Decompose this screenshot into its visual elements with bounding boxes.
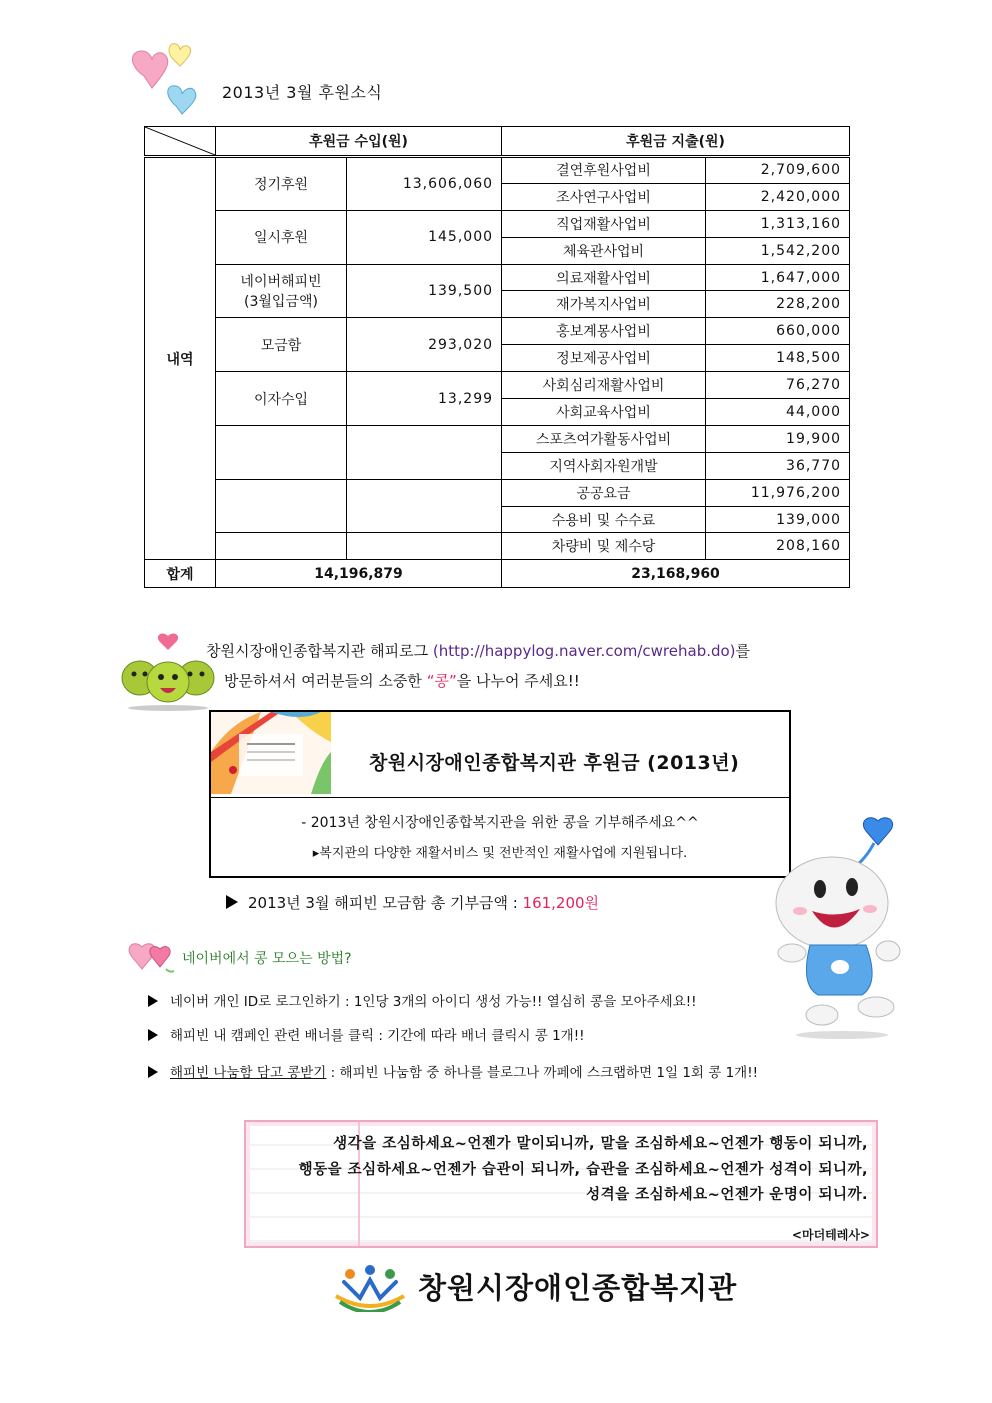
empty-cell: [216, 479, 347, 533]
happylog-text-line1: [206, 640, 750, 661]
empty-cell: [347, 425, 502, 479]
expense-amount: 1,542,200: [706, 237, 850, 264]
quote-line: 행동을 조심하세요~언젠가 습관이 되니까, 습관을 조심하세요~언젠가 성격이 되니까,: [298, 1162, 868, 1178]
expense-label: 의료재활사업비: [502, 264, 706, 291]
arrow-right-icon: [148, 1066, 158, 1078]
table-header-row: [145, 127, 850, 157]
table-row: [145, 264, 850, 291]
expense-label: 체육관사업비: [502, 237, 706, 264]
income-label-line2: (3월입금액): [244, 293, 318, 310]
organization-name: 창원시장애인종합복지관: [418, 1271, 738, 1305]
expense-total: 23,168,960: [502, 560, 850, 588]
happylog-line2-prefix: 방문하셔서 여러분들의 소중한: [224, 672, 427, 690]
quote-box: [244, 1120, 878, 1248]
income-amount: 13,299: [347, 372, 502, 426]
expense-amount: 2,420,000: [706, 183, 850, 210]
empty-cell: [216, 425, 347, 479]
expense-amount: 208,160: [706, 533, 850, 560]
expense-label: 홍보계몽사업비: [502, 318, 706, 345]
table-row: [145, 425, 850, 452]
expense-label: 직업재활사업비: [502, 210, 706, 237]
expense-amount: 228,200: [706, 291, 850, 318]
expense-amount: 148,500: [706, 345, 850, 372]
expense-amount: 1,647,000: [706, 264, 850, 291]
happybean-total-label: 2013년 3월 해피빈 모금함 총 기부금액 :: [248, 894, 523, 912]
campaign-title: 창원시장애인종합복지관 후원금 (2013년): [369, 752, 740, 774]
welfare-center-logo-icon: [330, 1262, 410, 1312]
happylog-prefix: 창원시장애인종합복지관 해피로그: [206, 642, 429, 660]
happylog-suffix: 를: [735, 642, 751, 660]
corner-cell: [145, 127, 216, 157]
empty-cell: [347, 479, 502, 533]
page-title: 2013년 3월 후원소식: [222, 83, 383, 102]
income-label: [216, 264, 347, 318]
donation-table: [144, 126, 850, 588]
expense-label: 정보제공사업비: [502, 345, 706, 372]
arrow-right-icon: [148, 1029, 158, 1041]
hearts-icon: [126, 937, 176, 977]
expense-label: 결연후원사업비: [502, 157, 706, 184]
table-row: [145, 372, 850, 399]
howto-item-text: : 해피빈 나눔함 중 하나를 블로그나 까페에 스크랩하면 1일 1회 콩 1개!!: [326, 1065, 759, 1081]
expense-label: 공공요금: [502, 479, 706, 506]
empty-cell: [347, 533, 502, 560]
table-row: [145, 318, 850, 345]
expense-label: 재가복지사업비: [502, 291, 706, 318]
howto-item: [148, 990, 697, 1010]
mascot-character-icon: [770, 815, 920, 1040]
howto-item-underlined: 해피빈 나눔함 담고 콩받기: [170, 1065, 327, 1081]
expense-header: 후원금 지출(원): [502, 127, 850, 157]
income-label: 모금함: [216, 318, 347, 372]
table-row: [145, 210, 850, 237]
happybean-total-amount: 161,200원: [522, 894, 600, 912]
table-row: [145, 479, 850, 506]
expense-label: 스포츠여가활동사업비: [502, 425, 706, 452]
expense-amount: 36,770: [706, 452, 850, 479]
expense-amount: 1,313,160: [706, 210, 850, 237]
campaign-description: - 2013년 창원시장애인종합복지관을 위한 콩을 기부해주세요^^: [301, 815, 699, 831]
income-header: 후원금 수입(원): [216, 127, 502, 157]
campaign-divider: [211, 797, 789, 798]
expense-label: 조사연구사업비: [502, 183, 706, 210]
expense-label: 수용비 및 수수료: [502, 506, 706, 533]
howto-item-text: 해피빈 내 캠페인 관련 배너를 클릭 : 기간에 따라 배너 클릭시 콩 1개!!: [170, 1028, 585, 1044]
expense-amount: 44,000: [706, 399, 850, 426]
hearts-decoration-icon: [124, 36, 214, 116]
expense-amount: 19,900: [706, 425, 850, 452]
happybean-total: [226, 892, 599, 913]
campaign-thumbnail-icon: [211, 712, 331, 794]
expense-label: 지역사회자원개발: [502, 452, 706, 479]
income-amount: 139,500: [347, 264, 502, 318]
happylog-link[interactable]: (http://happylog.naver.com/cwrehab.do): [432, 642, 736, 660]
empty-cell: [216, 533, 347, 560]
income-label: 정기후원: [216, 157, 347, 211]
income-amount: 293,020: [347, 318, 502, 372]
total-label: 합계: [145, 560, 216, 588]
arrow-right-icon: [148, 995, 158, 1007]
beans-character-icon: [118, 632, 218, 712]
kong-highlight: “콩”: [426, 672, 457, 690]
quote-author: <마더테레사>: [791, 1228, 870, 1242]
arrow-right-icon: [226, 895, 238, 909]
quote-line: 생각을 조심하세요~언젠가 말이되니까, 말을 조심하세요~언젠가 행동이 되니까,: [333, 1136, 868, 1152]
howto-item: [148, 1024, 585, 1044]
income-total: 14,196,879: [216, 560, 502, 588]
total-row: [145, 560, 850, 588]
howto-item: [148, 1061, 758, 1081]
diagonal-line-icon: [145, 127, 215, 155]
campaign-subdescription: ▸복지관의 다양한 재활서비스 및 전반적인 재활사업에 지원됩니다.: [312, 846, 688, 861]
income-label: 이자수입: [216, 372, 347, 426]
expense-amount: 11,976,200: [706, 479, 850, 506]
expense-label: 차량비 및 제수당: [502, 533, 706, 560]
campaign-banner[interactable]: [209, 710, 791, 878]
row-label: 내역: [145, 157, 216, 560]
expense-amount: 76,270: [706, 372, 850, 399]
table-row: [145, 157, 850, 184]
quote-line: 성격을 조심하세요~언젠가 운명이 되니까.: [586, 1187, 868, 1203]
expense-label: 사회교육사업비: [502, 399, 706, 426]
happylog-line2-suffix: 을 나누어 주세요!!: [456, 672, 580, 690]
expense-amount: 139,000: [706, 506, 850, 533]
income-label-line1: 네이버해피빈: [240, 273, 322, 290]
happylog-text-line2: [224, 670, 580, 691]
income-amount: 145,000: [347, 210, 502, 264]
income-label: 일시후원: [216, 210, 347, 264]
table-row: [145, 533, 850, 560]
expense-label: 사회심리재활사업비: [502, 372, 706, 399]
expense-amount: 2,709,600: [706, 157, 850, 184]
expense-amount: 660,000: [706, 318, 850, 345]
howto-title: 네이버에서 콩 모으는 방법?: [182, 951, 352, 967]
income-amount: 13,606,060: [347, 157, 502, 211]
howto-item-text: 네이버 개인 ID로 로그인하기 : 1인당 3개의 아이디 생성 가능!! 열심히 콩을 모아주세요!!: [170, 994, 697, 1010]
